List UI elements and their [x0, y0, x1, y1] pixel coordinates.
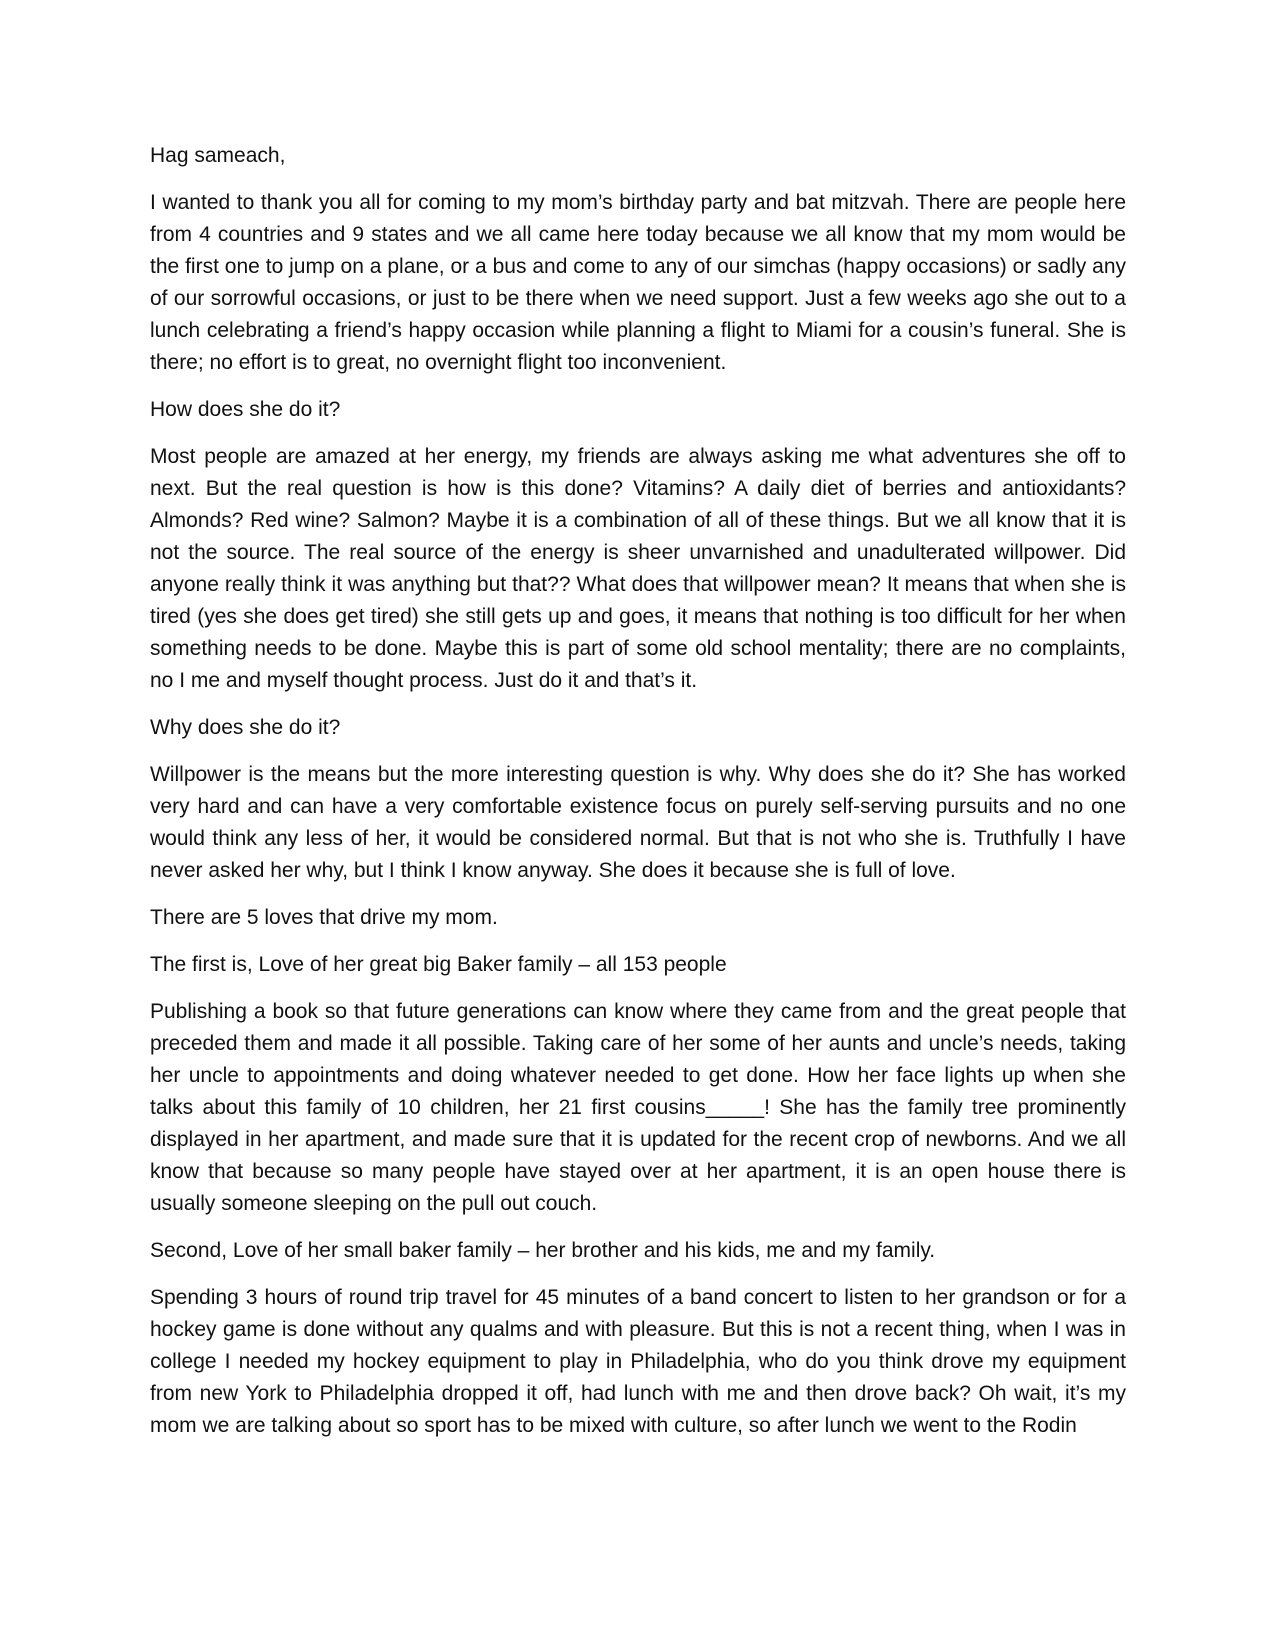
paragraph-willpower: Willpower is the means but the more interesting question is why. Why does she do it? She has worked very hard and can have a very comfortable existence focus on purely self-serving pursuits and no one would think any less of her, it would be considered normal. But that is not who she is. Truthfully I have never asked her why, but I think I know anyway. She does it because she is full of love. [150, 763, 1126, 882]
paragraph-energy: Most people are amazed at her energy, my friends are always asking me what adventures she off to next. But the real question is how is this done? Vitamins? A daily diet of berries and antioxidants? Almonds? Red wine? Salmon? Maybe it is a combination of all of these things. But we all know that it is not the source. The real source of the energy is sheer unvarnished and unadulterated willpower. Did anyone really think it was anything but that?? What does that willpower mean? It means that when she is tired (yes she does get tired) she still gets up and goes, it means that nothing is too difficult for her when something needs to be done. Maybe this is part of some old school mentality; there are no complaints, no I me and myself thought process. Just do it and that’s it. [150, 445, 1126, 692]
heading-how: How does she do it? [150, 398, 341, 421]
paragraph-thanks: I wanted to thank you all for coming to my mom’s birthday party and bat mitzvah. There are people here from 4 countries and 9 states and we all came here today because we all know that my mom would be the first one to jump on a plane, or a bus and come to any of our simchas (happy occasions) or sadly any of our sorrowful occasions, or just to be there when we need support. Just a few weeks ago she out to a lunch celebrating a friend’s happy occasion while planning a flight to Miami for a cousin’s funeral. She is there; no effort is to great, no overnight flight too inconvenient. [150, 191, 1126, 374]
paragraph-big-family: Publishing a book so that future generations can know where they came from and the great people that preceded them and made it all possible. Taking care of her some of her aunts and uncle’s needs, taking her uncle to appointments and doing whatever needed to get done. How her face lights up when she talks about this family of 10 children, her 21 first cousins_____! She has the family tree prominently displayed in her apartment, and made sure that it is updated for the recent crop of newborns. And we all know that because so many people have stayed over at her apartment, it is an open house there is usually someone sleeping on the pull out couch. [150, 1000, 1126, 1215]
heading-why: Why does she do it? [150, 716, 341, 739]
heading-first-love: The first is, Love of her great big Baker family – all 153 people [150, 953, 727, 976]
letter-body [150, 140, 1126, 1442]
greeting: Hag sameach, [150, 144, 286, 167]
heading-second-love: Second, Love of her small baker family – her brother and his kids, me and my family. [150, 1239, 936, 1262]
paragraph-small-family: Spending 3 hours of round trip travel for 45 minutes of a band concert to listen to her grandson or for a hockey game is done without any qualms and with pleasure. But this is not a recent thing, when I was in college I needed my hockey equipment to play in Philadelphia, who do you think drove my equipment from new York to Philadelphia dropped it off, had lunch with me and then drove back? Oh wait, it’s my mom we are talking about so sport has to be mixed with culture, so after lunch we went to the Rodin [150, 1286, 1126, 1437]
paragraph-five-loves: There are 5 loves that drive my mom. [150, 906, 498, 929]
